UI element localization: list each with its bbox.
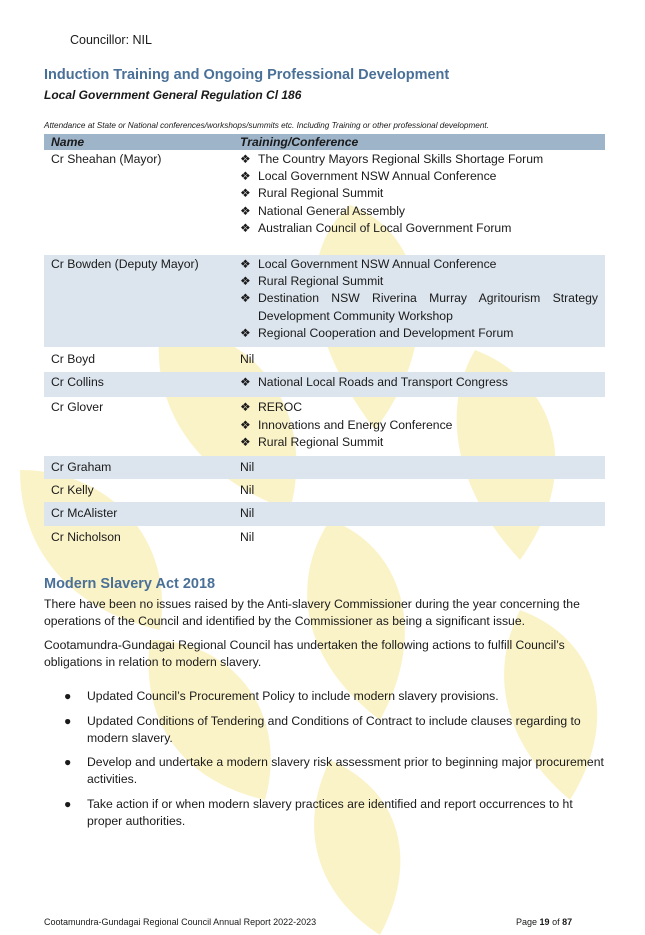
header-name: Name [44,134,233,150]
page-number: Page 19 of 87 [516,917,573,927]
table-row [44,347,605,372]
modern-slavery-actions-list [44,688,605,838]
table-row [44,456,605,479]
list-item: ● Take action if or when modern slavery practices are identified and report occurrences to ht proper authorities. [64,796,573,828]
table-row [44,502,605,525]
list-item: ❖ Regional Cooperation and Development Forum [240,325,598,342]
list-item: ❖ Local Government NSW Annual Conference [240,256,598,273]
list-item: ❖ Destination NSW Riverina Murray Agritourism Strategy Development Community Workshop [240,291,598,323]
list-item: ❖ Rural Regional Summit [240,185,598,202]
table-row [44,372,605,397]
diamond-bullet-icon: ❖ [240,169,251,184]
councillor-name: Cr Nicholson [51,529,121,544]
training-cell: Nil [233,502,605,525]
bullet-icon: ● [64,796,72,811]
councillor-name: Cr Glover [51,400,104,415]
table-row [44,526,605,549]
table-header-row [44,134,605,150]
regulation-subheading: Local Government General Regulation Cl 186 [44,88,302,102]
training-cell [233,372,605,397]
table-row [44,150,605,255]
modern-slavery-paragraph-1: There have been no issues raised by the Anti-slavery Commissioner during the year concerning the operations of the Council and identified by the Commissioner as being a significant issue. [44,597,580,628]
training-cell: Nil [233,456,605,479]
diamond-bullet-icon: ❖ [240,257,251,272]
list-item: ❖ Rural Regional Summit [240,273,598,290]
training-cell [233,397,605,456]
header-training: Training/Conference [233,134,605,150]
list-item: ❖ REROC [240,399,598,416]
councillor-name: Cr Kelly [51,483,94,498]
bullet-icon: ● [64,713,72,728]
diamond-bullet-icon: ❖ [240,274,251,289]
attendance-note: Attendance at State or National conferences/workshops/summits etc. Including Training or other professional development. [44,121,489,130]
diamond-bullet-icon: ❖ [240,400,251,415]
footer-report-title: Cootamundra-Gundagai Regional Council Annual Report 2022-2023 [44,917,317,927]
councillor-name: Cr Graham [44,456,233,479]
induction-heading: Induction Training and Ongoing Professional Development [44,67,450,83]
diamond-bullet-icon: ❖ [240,417,251,432]
table-row [44,255,605,347]
training-cell: Nil [240,529,255,544]
list-item: ❖ Innovations and Energy Conference [240,417,598,434]
modern-slavery-heading: Modern Slavery Act 2018 [44,576,216,592]
list-item: ❖ National General Assembly [240,203,598,220]
table-row [44,479,605,502]
list-item: ❖ Local Government NSW Annual Conference [240,168,598,185]
training-table [44,134,605,549]
diamond-bullet-icon: ❖ [240,325,251,340]
councillor-line: Councillor: NIL [70,33,152,47]
list-item: ❖ Rural Regional Summit [240,434,598,451]
list-item: ● Develop and undertake a modern slavery risk assessment prior to beginning major procurement activities. [64,755,604,787]
diamond-bullet-icon: ❖ [240,203,251,218]
councillor-name: Cr Boyd [51,352,96,367]
training-cell: Nil [240,483,255,498]
list-item: ● Updated Council’s Procurement Policy to include modern slavery provisions. [64,689,499,703]
training-cell [233,255,605,347]
councillor-name: Cr Sheahan (Mayor) [51,152,162,166]
councillor-name: Cr Collins [44,372,233,397]
table-row [44,397,605,456]
training-cell [233,150,605,255]
list-item: ❖ The Country Mayors Regional Skills Shortage Forum [240,151,598,168]
councillor-name: Cr Bowden (Deputy Mayor) [44,255,233,347]
diamond-bullet-icon: ❖ [240,186,251,201]
list-item: ❖ National Local Roads and Transport Congress [240,374,598,391]
diamond-bullet-icon: ❖ [240,220,251,235]
diamond-bullet-icon: ❖ [240,434,251,449]
councillor-name: Cr McAlister [44,502,233,525]
diamond-bullet-icon: ❖ [240,152,251,166]
diamond-bullet-icon: ❖ [240,375,251,390]
diamond-bullet-icon: ❖ [240,291,251,306]
bullet-icon: ● [64,689,72,703]
modern-slavery-paragraph-2: Cootamundra-Gundagai Regional Council has undertaken the following actions to fulfill Council’s obligations in relation to modern slavery. [44,638,565,669]
bullet-icon: ● [64,755,72,770]
list-item: ● Updated Conditions of Tendering and Conditions of Contract to include clauses regarding to modern slavery. [64,713,581,745]
training-cell: Nil [240,352,255,367]
list-item: ❖ Australian Council of Local Government Forum [240,220,598,237]
